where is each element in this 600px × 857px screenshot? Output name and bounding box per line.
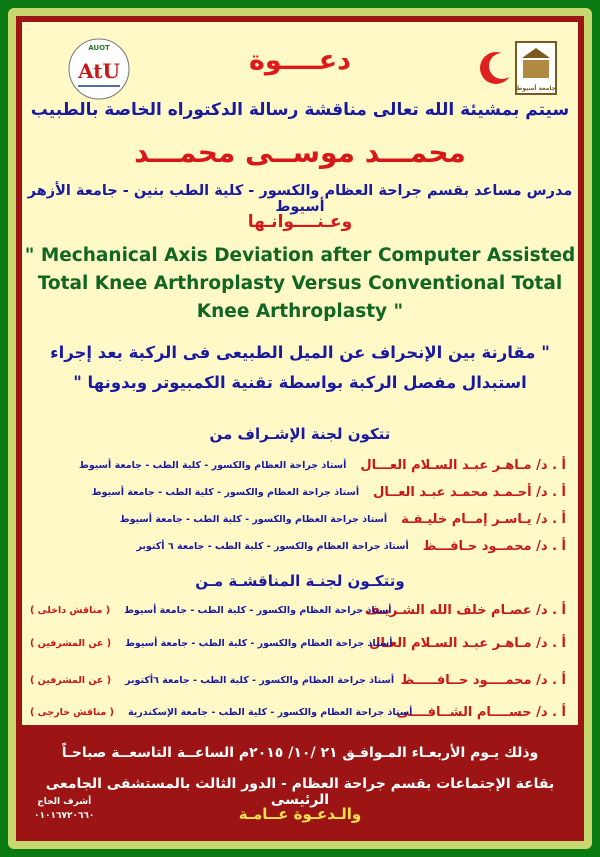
supervisor-name: أ . د/ أحـمـد محمـد عبـد العــال <box>373 484 566 500</box>
supervision-committee-header: تتكون لجنة الإشـراف من <box>209 425 391 443</box>
auot-logo-top-text: AUOT <box>88 44 110 52</box>
examiner-info: أستاذ جراحة العظام والكسور - كلية الطب - جامعة الإسكندرية <box>127 706 413 718</box>
examiner-info: أستاذ جراحة العظام والكسور - كلية الطب - جامعة ٦أكتوبر <box>125 674 395 686</box>
thesis-title-label: وعـنــــوانـها <box>247 212 353 232</box>
supervisor-info: أستاذ جراحة العظام والكسور - كلية الطب - جامعة أسيوط <box>78 459 347 471</box>
contact-phone: ٠١٠١٦٧٢٠٦٦٠ <box>34 811 95 821</box>
examiner-row <box>30 670 566 690</box>
defense-location: بقاعة الإجتماعات بقسم جراحة العظام - الدور الثالث بالمستشفى الجامعى الرئيسى <box>45 776 555 808</box>
public-invitation-note: والـدعـوة عــامـة <box>238 805 362 823</box>
examiner-row <box>30 702 566 722</box>
supervisor-row <box>30 536 566 556</box>
candidate-position: مدرس مساعد بقسم جراحة العظام والكسور - كلية الطب بنين - جامعة الأزهر أسيوط <box>27 183 573 215</box>
examiner-role: ( مناقش خارجى ) <box>30 706 114 718</box>
intro-line: سيتم بمشيئة الله تعالى مناقشة رسالة الدكتوراه الخاصة بالطبيب <box>30 100 570 120</box>
examiner-info: أستاذ جراحة العظام والكسور - كلية الطب - جامعة أسيوط <box>124 604 392 616</box>
examiner-role: ( عن المشرفين ) <box>30 674 112 686</box>
supervisor-name: أ . د/ مـاهـر عبـد السـلام العـــال <box>360 457 566 473</box>
supervisor-name: أ . د/ محمــود حـافـــظ <box>422 538 566 554</box>
thesis-title-arabic: " مقارنة بين الإنحراف عن الميل الطبيعى فى الركبة بعد إجراء استبدال مفصل الركبة بواسطة تقنية الكمبيوتر وبدونها " <box>50 343 550 392</box>
discussion-committee-header: وتتكـون لجنـة المناقشـة مـن <box>195 572 405 590</box>
invitation-title: دعــــوة <box>248 45 352 76</box>
contact-name: أشرف الحاج <box>37 797 92 807</box>
defense-date-time: وذلك يـوم الأربعـاء المـوافـق ٢١ /١٠/ ٢٠١٥م الساعــة التاسعــة صباحـاً <box>61 745 539 761</box>
contact-info <box>34 795 94 823</box>
examiner-role: ( عن المشرفين ) <box>30 637 112 649</box>
supervisor-row <box>30 509 566 529</box>
supervisor-info: أستاذ جراحة العظام والكسور - كلية الطب - جامعة ٦ أكتوبر <box>136 540 409 552</box>
supervisor-name: أ . د/ يـاسـر إمــام خليـفـة <box>401 511 566 527</box>
examiner-role: ( مناقش داخلى ) <box>30 604 111 616</box>
university-logo-text: جامعة أسيوط <box>516 85 556 92</box>
examiner-info: أستاذ جراحة العظام والكسور - كلية الطب - جامعة أسيوط <box>125 637 393 649</box>
examiner-name: أ . د/ مـاهـر عبـد السـلام العـال <box>369 635 566 651</box>
supervisor-info: أستاذ جراحة العظام والكسور - كلية الطب - جامعة أسيوط <box>91 486 360 498</box>
examiner-name: أ . د/ عصـام خلف الله الشـريـف <box>364 602 566 618</box>
examiner-row <box>30 633 566 653</box>
examiner-name: أ . د/ حســــام الشــافــــى <box>396 704 566 720</box>
examiner-row <box>30 600 566 620</box>
supervisor-info: أستاذ جراحة العظام والكسور - كلية الطب - جامعة أسيوط <box>119 513 388 525</box>
candidate-name: محمـــد موســى محمـــد <box>134 136 466 169</box>
supervisor-row <box>30 455 566 475</box>
supervisor-row <box>30 482 566 502</box>
auot-logo-main-text: AtU <box>78 59 120 83</box>
thesis-title-english: " Mechanical Axis Deviation after Computer Assisted Total Knee Arthroplasty Versus Conventional Total Knee Arthroplasty " <box>24 245 576 322</box>
examiner-name: أ . د/ محمــــود حــافـــــظ <box>400 672 566 688</box>
